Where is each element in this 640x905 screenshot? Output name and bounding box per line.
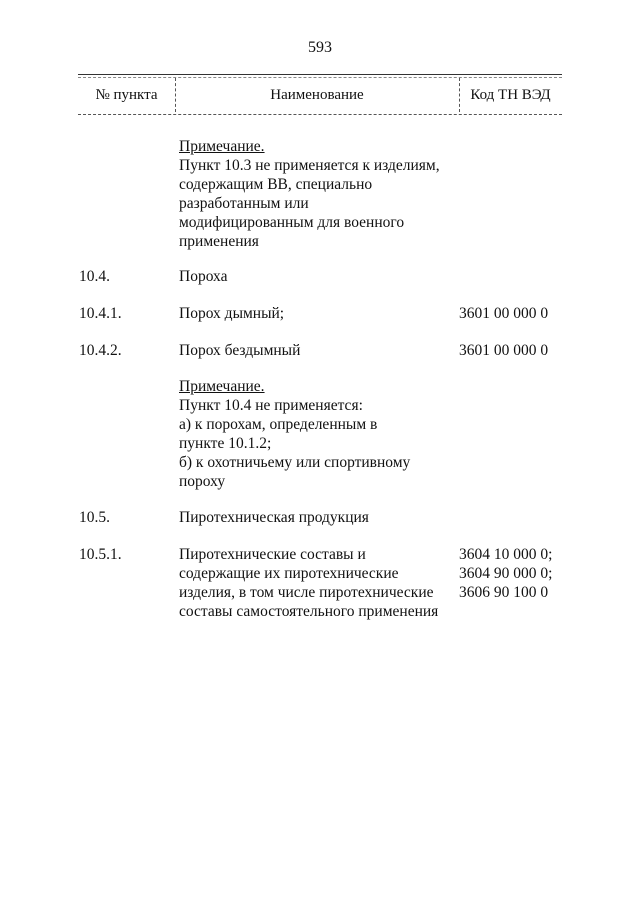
- note-line: разработанным или: [179, 195, 309, 212]
- note-line: пороху: [179, 473, 226, 490]
- header-code: Код ТН ВЭД: [470, 87, 551, 103]
- item-code-line: 3606 90 100 0: [459, 584, 549, 601]
- note-line: пункте 10.1.2;: [179, 435, 272, 452]
- note-line: Пункт 10.3 не применяется к изделиям,: [179, 157, 440, 174]
- item-name-line: изделия, в том числе пиротехнические: [179, 584, 434, 601]
- item-number: 10.5.: [79, 509, 110, 526]
- note-line: Пункт 10.4 не применяется:: [179, 397, 363, 414]
- item-name: Порох дымный;: [179, 305, 285, 322]
- note-line: содержащим ВВ, специально: [179, 176, 373, 193]
- note-title: Примечание.: [179, 378, 265, 395]
- item-code: 3601 00 000 0: [459, 342, 549, 359]
- table-header: [78, 74, 562, 116]
- item-name: [179, 545, 459, 621]
- header-name: Наименование: [270, 87, 364, 103]
- item-name: Порох бездымный: [179, 342, 301, 359]
- item-code-line: 3604 10 000 0;: [459, 546, 553, 563]
- item-name: Пороха: [179, 268, 228, 285]
- item-number: 10.4.: [79, 268, 110, 285]
- note-line: а) к порохам, определенным в: [179, 416, 378, 433]
- item-number: 10.4.2.: [79, 342, 122, 359]
- item-code: [459, 545, 579, 602]
- item-code: 3601 00 000 0: [459, 305, 549, 322]
- header-bottom-rule: [78, 114, 562, 115]
- item-code-line: 3604 90 000 0;: [459, 565, 553, 582]
- item-number: 10.5.1.: [79, 546, 122, 563]
- note-line: модифицированным для военного: [179, 214, 405, 231]
- note-line: применения: [179, 233, 259, 250]
- note-body: [179, 137, 459, 251]
- note-body: [179, 377, 459, 491]
- item-name: Пиротехническая продукция: [179, 509, 369, 526]
- item-number: 10.4.1.: [79, 305, 122, 322]
- note-title: Примечание.: [179, 138, 265, 155]
- item-name-line: содержащие их пиротехнические: [179, 565, 399, 582]
- header-top-rule: [78, 74, 562, 75]
- item-name-line: Пиротехнические составы и: [179, 546, 366, 563]
- header-item-number: № пункта: [95, 87, 158, 103]
- item-name-line: составы самостоятельного применения: [179, 603, 439, 620]
- note-line: б) к охотничьему или спортивному: [179, 454, 411, 471]
- header-top-rule-2: [78, 77, 562, 78]
- page-number: 593: [308, 39, 332, 56]
